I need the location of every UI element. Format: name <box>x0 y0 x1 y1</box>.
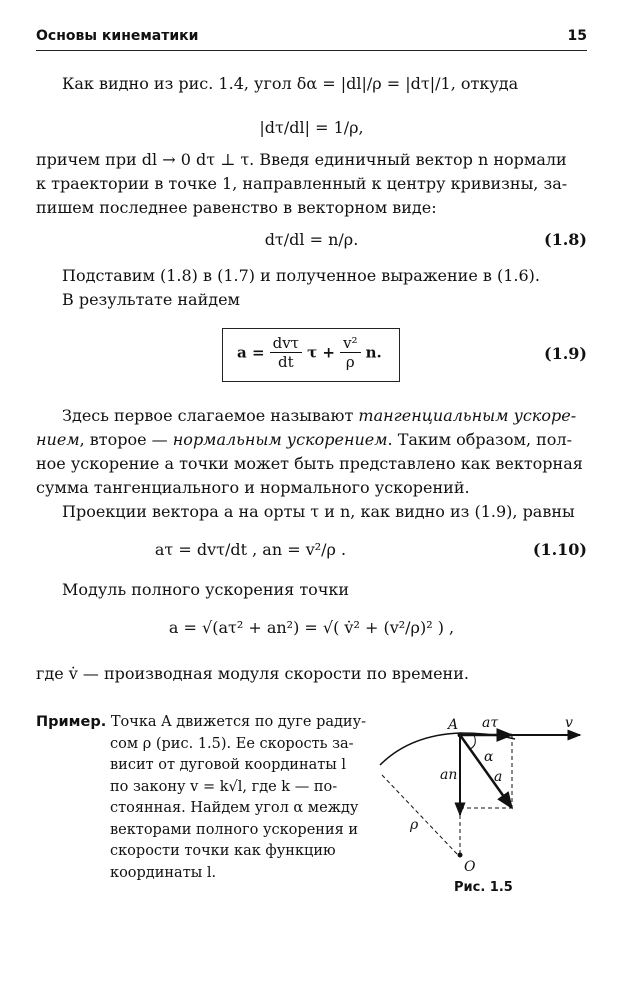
example-line5: стоянная. Найдем угол α между <box>110 800 359 816</box>
eq19-n: n. <box>365 343 382 362</box>
example-line2: сом ρ (рис. 1.5). Ее скорость за- <box>110 735 354 752</box>
p4-l2-italic2: нормальным ускорением <box>172 430 388 449</box>
paragraph-4 <box>36 404 587 500</box>
equation-1-8-number: (1.8) <box>544 230 587 249</box>
example-line1 <box>36 712 366 734</box>
paragraph-4-line4: сумма тангенциального и нормального ускорений. <box>36 478 470 497</box>
header-rule <box>36 50 587 51</box>
eq19-num2: v² <box>340 334 361 353</box>
dashed-radius-diagonal <box>382 775 458 855</box>
label-atau: aτ <box>482 715 499 731</box>
paragraph-3-line1: Подставим (1.8) в (1.7) и полученное выражение в (1.6). <box>62 266 541 285</box>
paragraph-2-line3: пишем последнее равенство в векторном виде: <box>36 198 437 217</box>
paragraph-2-line2: к траектории в точке 1, направленный к центру кривизны, за- <box>36 174 568 193</box>
label-a-point: A <box>448 717 459 733</box>
paragraph-4-line1 <box>36 404 587 428</box>
equation-1-10: aτ = dvτ/dt , an = v²/ρ . <box>154 540 347 559</box>
figure-caption: Рис. 1.5 <box>454 880 513 895</box>
paragraph-2 <box>36 148 587 220</box>
arc-trajectory <box>380 733 515 765</box>
paragraph-3 <box>62 264 587 312</box>
eq19-frac2 <box>340 334 361 371</box>
page-number: 15 <box>567 28 587 44</box>
total-accel-vector <box>460 735 512 808</box>
label-a-vector: a <box>494 769 503 785</box>
p4-l1-italic: тангенциальным ускоре- <box>358 406 577 425</box>
running-header-title: Основы кинематики <box>36 28 199 44</box>
example-block <box>36 712 366 884</box>
paragraph-7: где v̇ — производная модуля скорости по времени. <box>36 664 469 683</box>
label-v: v <box>565 715 573 731</box>
paragraph-6: Модуль полного ускорения точки <box>62 580 350 599</box>
eq19-den2: ρ <box>345 353 355 371</box>
equation-1-9-box <box>222 328 400 382</box>
example-line8: координаты l. <box>110 864 217 881</box>
eq19-tau: τ + <box>307 343 335 362</box>
eq19-a: a = <box>237 343 265 362</box>
label-rho: ρ <box>410 817 419 833</box>
equation-1-10-number: (1.10) <box>532 540 587 559</box>
equation-1-8: dτ/dl = n/ρ. <box>264 230 359 249</box>
equation-1-9 <box>237 334 382 371</box>
eq19-num1: dvτ <box>270 334 302 353</box>
equation-modulus: a = √(aτ² + an²) = √( v̇² + (v²/ρ)² ) , <box>168 618 455 637</box>
p4-l2-italic1: нием <box>36 430 80 449</box>
paragraph-4-line3: ное ускорение a точки может быть представлено как векторная <box>36 454 583 473</box>
eq19-den1: dt <box>277 353 294 371</box>
paragraph-4-line2 <box>36 428 587 452</box>
point-o <box>458 853 463 858</box>
equation-dtau: |dτ/dl| = 1/ρ, <box>259 118 364 137</box>
paragraph-3-line2: В результате найдем <box>62 290 240 309</box>
example-line1-text: Точка A движется по дуге радиу- <box>110 714 367 730</box>
example-label: Пример. <box>36 714 107 730</box>
paragraph-1: Как видно из рис. 1.4, угол δα = |dl|/ρ = |dτ|/1, откуда <box>62 74 519 93</box>
label-o: O <box>464 859 476 875</box>
example-line7: скорости точки как функцию <box>110 843 336 859</box>
figure-1-5 <box>370 705 590 880</box>
example-line3: висит от дуговой координаты l <box>110 757 347 773</box>
paragraph-5: Проекции вектора a на орты τ и n, как видно из (1.9), равны <box>62 502 575 521</box>
angle-arc <box>470 735 475 749</box>
paragraph-2-line1: причем при dl → 0 dτ ⊥ τ. Введя единичный вектор n нормали <box>36 150 567 169</box>
example-line6: векторами полного ускорения и <box>110 821 359 838</box>
p4-l2-mid: , второе — <box>79 430 173 449</box>
example-line4: по закону v = k√l, где k — по- <box>110 778 338 795</box>
p4-l2-post: . Таким образом, пол- <box>387 430 572 449</box>
p4-l1-pre: Здесь первое слагаемое называют <box>62 406 359 425</box>
label-an: an <box>440 767 458 783</box>
eq19-frac1 <box>270 334 302 371</box>
label-alpha: α <box>484 749 494 765</box>
point-a <box>458 733 463 738</box>
equation-1-9-number: (1.9) <box>544 344 587 363</box>
